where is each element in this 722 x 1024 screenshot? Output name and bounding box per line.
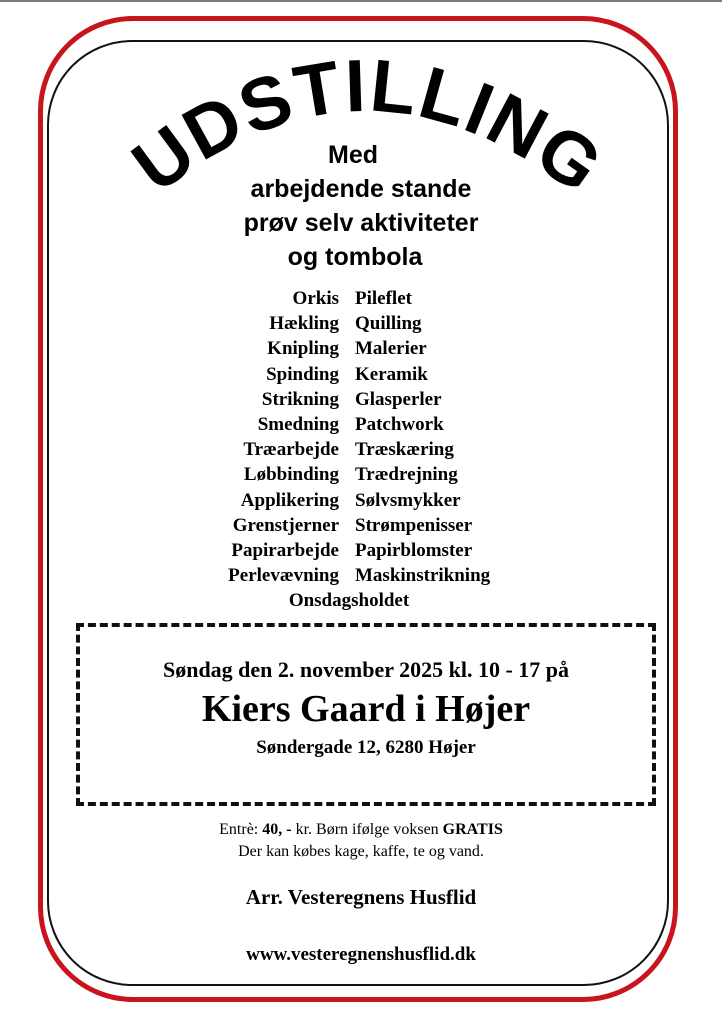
- craft-row: [0, 439, 722, 464]
- craft-item: Løbbinding: [243, 464, 339, 486]
- craft-item: Trædrejning: [355, 464, 458, 486]
- craft-row: [0, 565, 722, 590]
- craft-item: Træskæring: [355, 439, 454, 461]
- craft-item: Grenstjerner: [232, 514, 339, 536]
- craft-list: [0, 288, 722, 615]
- craft-item: Quilling: [355, 313, 422, 335]
- craft-item: Papirblomster: [355, 539, 473, 561]
- craft-row: [0, 590, 722, 615]
- website-link[interactable]: www.vesteregnenshusflid.dk: [246, 944, 476, 965]
- entry-fee-line: [0, 819, 722, 841]
- craft-item: Applikering: [240, 489, 339, 511]
- craft-item: Pileflet: [355, 288, 412, 309]
- craft-item: Strikning: [261, 388, 339, 410]
- title-text: UDSTILLING: [117, 43, 619, 210]
- craft-row: [0, 414, 722, 439]
- craft-row: [0, 540, 722, 565]
- craft-item: Smedning: [257, 413, 339, 435]
- craft-item: Træarbejde: [243, 439, 339, 461]
- intro-line: arbejdende stande: [250, 175, 472, 203]
- craft-item: Perlevævning: [228, 565, 339, 587]
- craft-item: Keramik: [355, 363, 428, 385]
- event-venue: Kiers Gaard i Højer: [201, 688, 531, 730]
- craft-item: Knipling: [267, 338, 339, 360]
- craft-row: [0, 288, 722, 313]
- craft-row: [0, 389, 722, 414]
- intro-line: Med: [328, 141, 378, 169]
- event-details-box: [76, 623, 656, 806]
- craft-item: Maskinstrikning: [355, 565, 491, 587]
- entry-mid: kr. Børn ifølge voksen: [295, 821, 439, 838]
- craft-item: Strømpenisser: [355, 514, 473, 536]
- craft-row: [0, 338, 722, 363]
- craft-row: [0, 313, 722, 338]
- refreshments-line: Der kan købes kage, kaffe, te og vand.: [238, 843, 484, 860]
- craft-item: Hækling: [269, 313, 339, 335]
- craft-item: Sølvsmykker: [355, 489, 461, 511]
- craft-row: [0, 515, 722, 540]
- entry-price: 40, -: [262, 821, 292, 838]
- craft-row: [0, 464, 722, 489]
- intro-text: [0, 138, 722, 274]
- entry-free: GRATIS: [442, 821, 503, 838]
- intro-line: og tombola: [287, 243, 423, 271]
- craft-item: Malerier: [355, 338, 427, 360]
- craft-item: Glasperler: [355, 388, 442, 410]
- craft-item: Spinding: [266, 363, 339, 385]
- craft-item: Patchwork: [355, 413, 444, 435]
- craft-item: Orkis: [292, 288, 339, 309]
- organizer: Arr. Vesteregnens Husflid: [245, 885, 477, 909]
- craft-item-centered: Onsdagsholdet: [288, 590, 410, 612]
- intro-line: prøv selv aktiviteter: [243, 209, 479, 237]
- event-date: Søndag den 2. november 2025 kl. 10 - 17 på: [162, 657, 570, 682]
- craft-row: [0, 490, 722, 515]
- craft-item: Papirarbejde: [231, 539, 339, 561]
- craft-row: [0, 364, 722, 389]
- entry-label: Entrè:: [219, 821, 259, 838]
- event-address: Søndergade 12, 6280 Højer: [256, 737, 476, 758]
